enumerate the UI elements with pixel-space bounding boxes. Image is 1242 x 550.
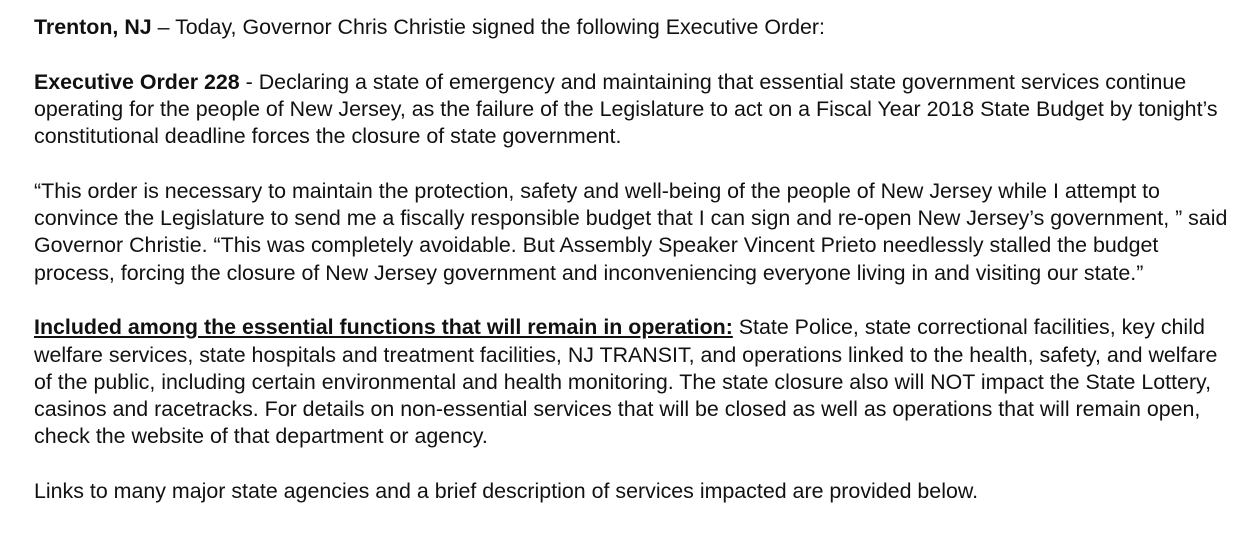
links-paragraph [34,478,1234,505]
dateline-paragraph [34,14,1234,41]
executive-order-paragraph [34,69,1234,151]
governor-quote-text: “This order is necessary to maintain the protection, safety and well-being of the people of New Jersey while I attempt to convince the Legislature to send me a fiscally responsible budget that I can sign and re-open New Jersey’s government, ” said Governor Christie. “This was completely avoidable. But Assembly Speaker Vincent Prieto needlessly stalled the budget process, forcing the closure of New Jersey government and inconveniencing everyone living in and visiting our state.” [34,178,1228,285]
executive-order-title: Executive Order 228 [34,69,240,94]
essential-functions-paragraph [34,314,1234,450]
links-text: Links to many major state agencies and a brief description of services impacted are provided below. [34,479,979,504]
essential-functions-text: State Police, state correctional facilities, key child welfare services, state hospitals and treatment facilities, NJ TRANSIT, and operations linked to the health, safety, and welfare of the public, including certain environmental and health monitoring. The state closure also will NOT impact the State Lottery, casinos and racetracks. For details on non-essential services that will be closed as well as operations that will remain open, check the website of that department or agency. [34,315,1218,449]
dateline-text: – Today, Governor Chris Christie signed the following Executive Order: [151,15,825,39]
executive-order-text: - Declaring a state of emergency and maintaining that essential state government services continue operating for the people of New Jersey, as the failure of the Legislature to act on a Fiscal Year 2018 State Budget by tonight’s constitutional deadline forces the closure of state government. [34,69,1218,149]
press-release-body [34,14,1234,533]
essential-functions-heading: Included among the essential functions that will remain in operation: [34,315,733,340]
dateline-location: Trenton, NJ [34,15,152,39]
governor-quote-paragraph [34,178,1234,287]
